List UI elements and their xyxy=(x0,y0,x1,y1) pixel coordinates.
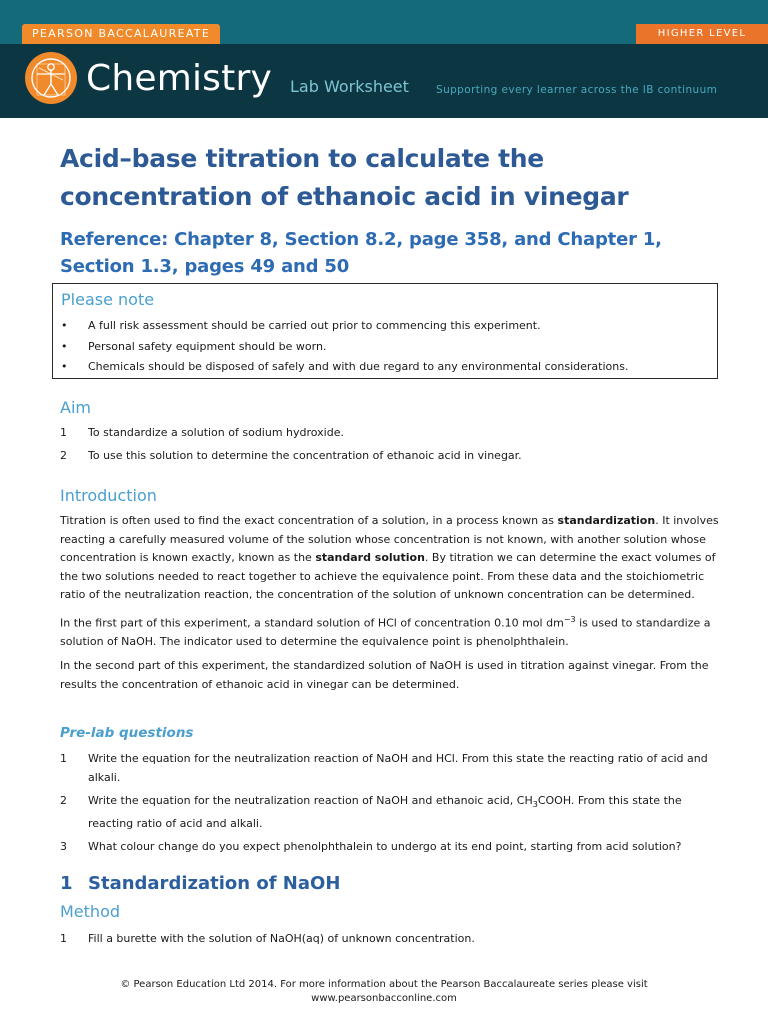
introduction-heading: Introduction xyxy=(60,486,157,505)
level-badge: HIGHER LEVEL xyxy=(636,24,768,44)
section-title: Standardization of NaOH xyxy=(88,873,341,894)
method-heading: Method xyxy=(60,902,121,921)
item-text: To use this solution to determine the concentration of ethanoic acid in vinegar. xyxy=(88,448,522,462)
superscript: −3 xyxy=(563,614,576,624)
brand-title: Chemistry xyxy=(86,58,272,99)
series-label: PEARSON BACCALAUREATE xyxy=(22,24,220,44)
list-item: • A full risk assessment should be carried out prior to commencing this experiment. xyxy=(61,316,709,337)
note-heading: Please note xyxy=(61,290,155,309)
item-text: Fill a burette with the solution of NaOH(aq) of unknown concentration. xyxy=(88,932,475,945)
note-box xyxy=(52,283,718,379)
item-text: What colour change do you expect phenolphthalein to undergo at its end point, starting from acid solution? xyxy=(88,840,682,854)
page-footer xyxy=(0,978,768,1006)
section-1 xyxy=(60,871,720,949)
list-item: • Chemicals should be disposed of safely and with due regard to any environmental considerations. xyxy=(61,357,709,378)
item-number: 1 xyxy=(60,426,67,439)
page-title: Acid–base titration to calculate the concentration of ethanoic acid in vinegar xyxy=(60,144,629,211)
vitruvian-figure-icon xyxy=(25,52,77,104)
text-run: . By titration we can determine the exact volumes of the two solutions needed to react together to achieve the equivalence point. From these data and the stoichiometric ratio of the neutralization reaction, the concentration of the solution of unknown concentration can be determined. xyxy=(60,551,716,601)
item-number: 1 xyxy=(60,932,67,945)
footer-copyright: © Pearson Education Ltd 2014. For more information about the Pearson Baccalaureate series please visit xyxy=(120,979,648,990)
term-standard-solution: standard solution xyxy=(315,551,425,564)
list-item xyxy=(60,424,720,443)
text-run: is used to standardize a solution of NaOH. The indicator used to determine the equivalence point is phenolphthalein. xyxy=(60,616,711,648)
section-number: 1 xyxy=(60,873,73,894)
aim-list xyxy=(60,424,720,465)
section-1-heading xyxy=(60,871,720,897)
intro-paragraph-2 xyxy=(60,611,720,652)
aim-section xyxy=(60,396,720,465)
term-standardization: standardization xyxy=(557,514,656,527)
note-list xyxy=(61,316,709,378)
list-item xyxy=(60,447,720,466)
text-run: . It involves reacting a carefully measured volume of the solution whose concentration is not known, with another solution whose concentration is known exactly, known as the xyxy=(60,514,719,564)
intro-paragraph-1 xyxy=(60,512,720,605)
item-number: 2 xyxy=(60,794,67,807)
prelab-heading: Pre-lab questions xyxy=(60,725,194,741)
list-item xyxy=(60,930,720,949)
aim-heading: Aim xyxy=(60,398,91,417)
item-text: Write the equation for the neutralization reaction of NaOH and ethanoic acid, CH xyxy=(88,794,533,807)
list-item xyxy=(60,792,720,833)
worksheet-type: Lab Worksheet xyxy=(290,77,409,96)
item-number: 2 xyxy=(60,448,67,462)
footer-url[interactable]: www.pearsonbacconline.com xyxy=(311,993,457,1004)
text-run: In the first part of this experiment, a standard solution of HCl of concentration 0.10 mol dm xyxy=(60,616,564,630)
page-header xyxy=(0,0,768,118)
introduction-section xyxy=(60,484,720,694)
list-item xyxy=(60,838,720,857)
prelab-list xyxy=(60,750,720,857)
list-item: • Personal safety equipment should be worn. xyxy=(61,337,709,358)
item-text: Write the equation for the neutralization reaction of NaOH and HCl. From this state the reacting ratio of acid and alkali. xyxy=(88,752,708,784)
item-text: To standardize a solution of sodium hydroxide. xyxy=(88,426,344,439)
prelab-section xyxy=(60,723,720,857)
title-block xyxy=(60,140,720,280)
tagline: Supporting every learner across the IB continuum xyxy=(436,84,718,96)
item-number: 1 xyxy=(60,752,67,765)
item-text: COOH. From this state the reacting ratio of acid and alkali. xyxy=(88,794,682,830)
method-list xyxy=(60,930,720,949)
reference-line: Reference: Chapter 8, Section 8.2, page 358, and Chapter 1, Section 1.3, pages 49 and 50 xyxy=(60,229,662,277)
subscript: 3 xyxy=(532,800,538,810)
item-number: 3 xyxy=(60,840,67,854)
intro-paragraph-3: In the second part of this experiment, the standardized solution of NaOH is used in titration against vinegar. From the results the concentration of ethanoic acid in vinegar can be determined. xyxy=(60,659,709,691)
text-run: Titration is often used to find the exact concentration of a solution, in a process known as xyxy=(60,514,558,527)
list-item xyxy=(60,750,720,787)
